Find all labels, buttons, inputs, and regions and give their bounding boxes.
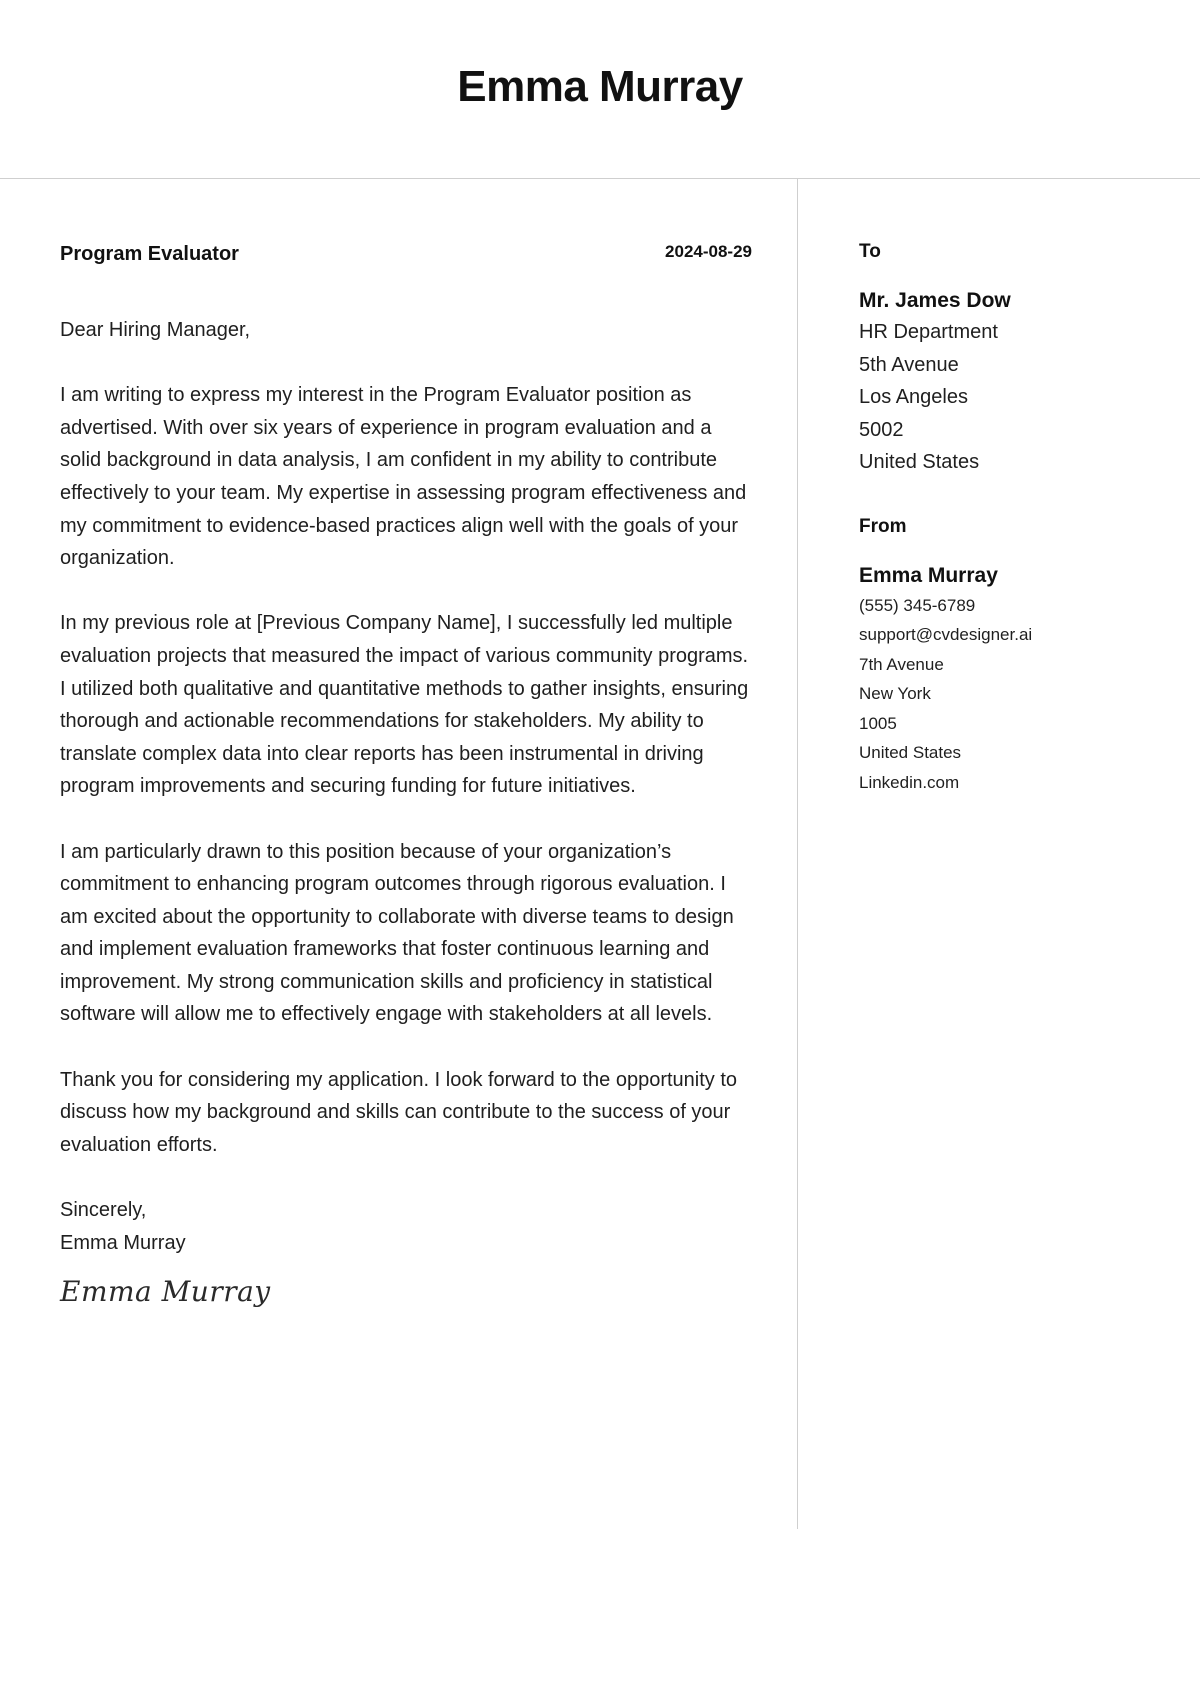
address-sidebar — [859, 240, 1159, 797]
sender-postal-code: 1005 — [859, 713, 897, 733]
sender-city: New York — [859, 684, 931, 704]
body-paragraph-2: In my previous role at [Previous Company Name], I successfully led multiple evaluation projects that measured the impact of various community programs. I utilized both qualitative and quantitative methods to gather insights, ensuring thorough and actionable recommendations for stakeholders. My ability to translate complex data into clear reports has been instrumental in driving program improvements and securing funding for future initiatives. — [60, 612, 749, 798]
closing-name: Emma Murray — [60, 1231, 186, 1254]
body-paragraph-3: I am particularly drawn to this position because of your organization’s commitment to enhancing program outcomes through rigorous evaluation. I am excited about the opportunity to collaborate with diverse teams to design and implement evaluation frameworks that foster continuous learning and improvement. My strong communication skills and proficiency in statistical software will allow me to effectively engage with stakeholders at all levels. — [60, 840, 734, 1026]
handwritten-signature: Emma Murray — [60, 1275, 271, 1309]
recipient-name: Mr. James Dow — [859, 289, 1011, 312]
salutation: Dear Hiring Manager, — [60, 319, 251, 341]
sender-name: Emma Murray — [859, 563, 998, 587]
letter-body — [60, 240, 752, 1308]
letter-header — [0, 0, 1200, 179]
body-paragraph-1: I am writing to express my interest in the Program Evaluator position as advertised. With over six years of experience in program evaluation and a solid background in data analysis, I am confident in my ability to contribute effectively to your team. My expertise in assessing program effectiveness and my commitment to evidence-based practices align well with the goals of your organization. — [60, 384, 747, 570]
column-divider — [797, 179, 798, 1529]
letter-date: 2024-08-29 — [665, 242, 752, 261]
closing-phrase: Sincerely, — [60, 1199, 147, 1222]
recipient-label: To — [859, 241, 881, 262]
body-paragraph-4: Thank you for considering my application. I look forward to the opportunity to discuss how my background and skills can contribute to the success of your evaluation efforts. — [60, 1068, 738, 1156]
recipient-department: HR Department — [859, 321, 998, 343]
recipient-city: Los Angeles — [859, 386, 968, 409]
recipient-postal-code: 5002 — [859, 418, 904, 441]
sender-label: From — [859, 515, 907, 537]
sender-phone: (555) 345-6789 — [859, 595, 976, 615]
recipient-country: United States — [859, 451, 980, 474]
recipient-street: 5th Avenue — [859, 353, 959, 376]
sender-country: United States — [859, 743, 962, 763]
sender-website: Linkedin.com — [859, 772, 960, 792]
sender-street: 7th Avenue — [859, 654, 944, 674]
position-title: Program Evaluator — [60, 243, 239, 265]
subject-row — [60, 240, 752, 270]
applicant-name-heading: Emma Murray — [457, 62, 743, 111]
sender-email: support@cvdesigner.ai — [859, 625, 1033, 645]
